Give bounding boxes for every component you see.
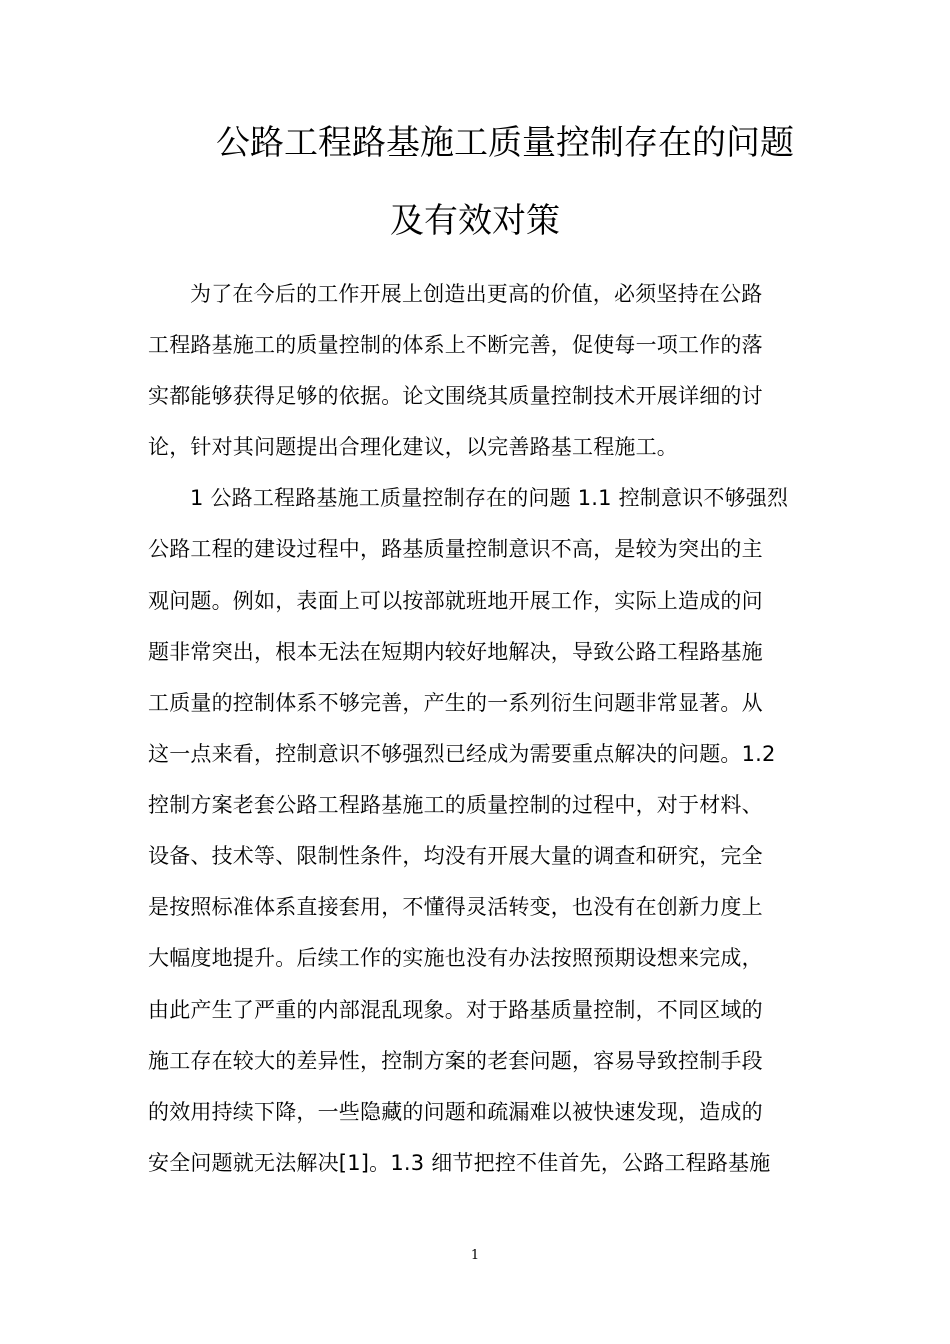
paragraph-line: 安全问题就无法解决[1]。1.3 细节把控不佳首先，公路工程路基施 (148, 1151, 771, 1175)
paragraph-line: 观问题。例如，表面上可以按部就班地开展工作，实际上造成的问 (148, 589, 763, 613)
paragraph-line: 是按照标准体系直接套用，不懂得灵活转变，也没有在创新力度上 (148, 895, 763, 919)
document-title-line-1: 公路工程路基施工质量控制存在的问题 (216, 123, 794, 163)
paragraph-line: 控制方案老套公路工程路基施工的质量控制的过程中，对于材料、 (148, 793, 763, 817)
paragraph-line: 1 公路工程路基施工质量控制存在的问题 1.1 控制意识不够强烈 (190, 486, 789, 510)
paragraph-line: 由此产生了严重的内部混乱现象。对于路基质量控制，不同区域的 (148, 998, 763, 1022)
paragraph-line: 大幅度地提升。后续工作的实施也没有办法按照预期设想来完成， (148, 946, 763, 970)
paragraph-line: 为了在今后的工作开展上创造出更高的价值，必须坚持在公路 (190, 282, 763, 306)
paragraph-line: 施工存在较大的差异性，控制方案的老套问题，容易导致控制手段 (148, 1049, 763, 1073)
paragraph-line: 设备、技术等、限制性条件，均没有开展大量的调查和研究，完全 (148, 844, 763, 868)
paragraph-line: 公路工程的建设过程中，路基质量控制意识不高，是较为突出的主 (148, 537, 763, 561)
paragraph-line: 论，针对其问题提出合理化建议，以完善路基工程施工。 (148, 435, 678, 459)
paragraph-line: 实都能够获得足够的依据。论文围绕其质量控制技术开展详细的讨 (148, 384, 763, 408)
paragraph-line: 题非常突出，根本无法在短期内较好地解决，导致公路工程路基施 (148, 640, 763, 664)
paragraph-line: 的效用持续下降，一些隐藏的问题和疏漏难以被快速发现，造成的 (148, 1100, 763, 1124)
paragraph-line: 这一点来看，控制意识不够强烈已经成为需要重点解决的问题。1.2 (148, 742, 776, 766)
paragraph-line: 工程路基施工的质量控制的体系上不断完善，促使每一项工作的落 (148, 333, 763, 357)
paragraph-line: 工质量的控制体系不够完善，产生的一系列衍生问题非常显著。从 (148, 691, 763, 715)
page-number: 1 (470, 1248, 480, 1263)
document-title-line-2: 及有效对策 (390, 201, 560, 241)
